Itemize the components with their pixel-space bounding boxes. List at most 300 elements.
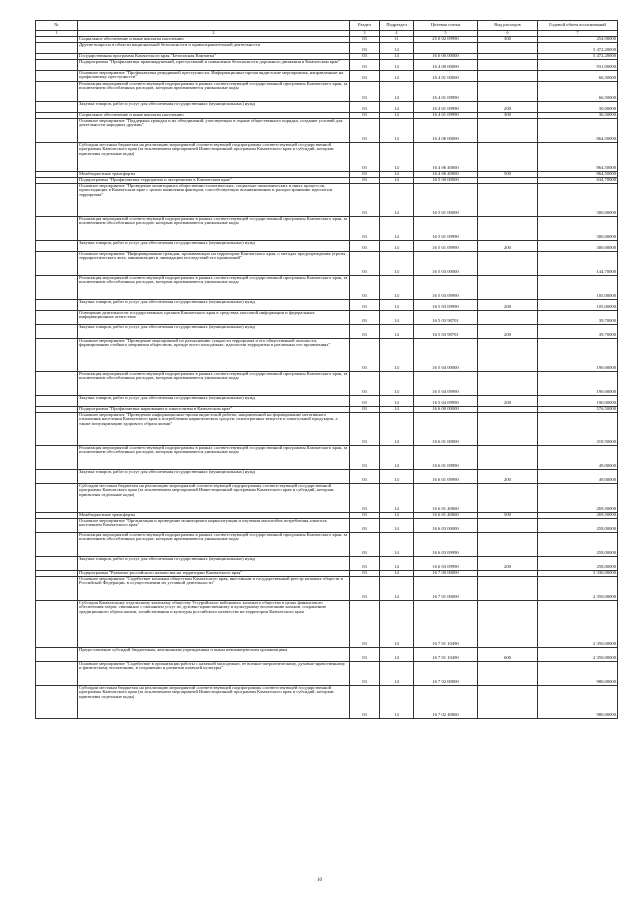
- header-target: Целевая статья: [414, 21, 478, 31]
- item-name-cell: Основное мероприятие "Проведение информационно-пропагандистской работы, направленной на формирование негативного отношения населения Камчатского края к потреблению наркотических средств, психотропных веществ и алкогольной продукции, а также популяризацию здорового образа жизни": [78, 412, 350, 445]
- section-cell: 03: [350, 324, 380, 338]
- table-row: [36, 395, 618, 406]
- section-cell: 03: [350, 532, 380, 556]
- subsection-cell: 14: [380, 395, 414, 406]
- expense-type-cell: [478, 685, 538, 718]
- item-name-cell: Основное мероприятие "Профилактика рецидивной преступности. Информационно-пропагандистские мероприятия, направленные на профилактику преступности": [78, 70, 350, 81]
- table-body: [36, 36, 618, 718]
- target-item-cell: 16 6 01 40060: [414, 483, 478, 512]
- item-name-cell: Основное мероприятие "Содействие в организации работы с казачьей молодежью, ее военно-патриотическому, духовно-нравственному и физическому воспитанию, в сохранении и развитии казачьей культуры": [78, 661, 350, 685]
- subsection-cell: 14: [380, 142, 414, 171]
- item-name-cell: Основное мероприятие "Поддержка граждан и их объединений, участвующих в охране общественного порядка, создание условий для деятельности народных дружин": [78, 118, 350, 142]
- target-item-cell: 16 5 01 00000: [414, 183, 478, 216]
- amount-cell: 66,50000: [538, 81, 618, 101]
- subsection-cell: 14: [380, 338, 414, 371]
- expense-type-cell: 200: [478, 324, 538, 338]
- subsection-cell: 14: [380, 81, 414, 101]
- row-number-cell: [36, 101, 78, 112]
- row-number-cell: [36, 576, 78, 600]
- expense-type-cell: [478, 412, 538, 445]
- section-cell: 03: [350, 42, 380, 53]
- target-item-cell: 16 5 03 09990: [414, 275, 478, 299]
- target-item-cell: 16 4 01 09990: [414, 112, 478, 118]
- row-number-cell: [36, 647, 78, 661]
- column-index: 6: [478, 31, 538, 37]
- subsection-cell: 14: [380, 570, 414, 576]
- table-row: [36, 338, 618, 371]
- section-cell: 03: [350, 310, 380, 324]
- subsection-cell: 14: [380, 324, 414, 338]
- subsection-cell: 14: [380, 42, 414, 53]
- row-number-cell: [36, 310, 78, 324]
- expense-type-cell: [478, 251, 538, 275]
- table-row: [36, 412, 618, 445]
- row-number-cell: [36, 240, 78, 251]
- amount-cell: 300,00000: [538, 183, 618, 216]
- target-item-cell: 16 4 06 40060: [414, 142, 478, 171]
- item-name-cell: Закупка товаров, работ и услуг для обеспечения государственных (муниципальных) нужд: [78, 395, 350, 406]
- table-row: [36, 469, 618, 483]
- subsection-cell: 14: [380, 171, 414, 177]
- item-name-cell: Реализация мероприятий соответствующей подпрограммы в рамках соответствующей государственной программы Камчатского края, за исключением обособленных расходов, которым присваиваются уникальные коды: [78, 371, 350, 395]
- item-name-cell: Субсидия Камчатскому отдельскому казачьему обществу Уссурийского войскового казачьего общества в целях финансового обеспечения затрат, связанных с оказанием услуг по духовно-нравственному и культурному воспитанию казаков, сохранению традиционного образа жизни, хозяйствования и культуры российского казачества на территории Камчатского края: [78, 600, 350, 647]
- amount-cell: 2 350,00000: [538, 600, 618, 647]
- amount-cell: 318,50000: [538, 412, 618, 445]
- row-number-cell: [36, 600, 78, 647]
- subsection-cell: 14: [380, 59, 414, 70]
- amount-cell: 39,70000: [538, 310, 618, 324]
- row-number-cell: [36, 251, 78, 275]
- table-row: [36, 216, 618, 240]
- table-row: [36, 42, 618, 53]
- subsection-cell: 14: [380, 177, 414, 183]
- target-item-cell: 16 4 06 40060: [414, 171, 478, 177]
- subsection-cell: 14: [380, 406, 414, 412]
- subsection-cell: 14: [380, 576, 414, 600]
- amount-cell: 66,50000: [538, 70, 618, 81]
- item-name-cell: Подпрограмма "Профилактика наркомании и алкоголизма в Камчатском крае": [78, 406, 350, 412]
- amount-cell: 980,00000: [538, 685, 618, 718]
- section-cell: 03: [350, 70, 380, 81]
- row-number-cell: [36, 70, 78, 81]
- item-name-cell: Закупка товаров, работ и услуг для обеспечения государственных (муниципальных) нужд: [78, 299, 350, 310]
- target-item-cell: 16 6 03 00000: [414, 518, 478, 532]
- subsection-cell: 14: [380, 412, 414, 445]
- section-cell: 03: [350, 299, 380, 310]
- amount-cell: 300,00000: [538, 216, 618, 240]
- expense-type-cell: [478, 661, 538, 685]
- expense-type-cell: 500: [478, 171, 538, 177]
- expense-type-cell: 200: [478, 469, 538, 483]
- expense-type-cell: [478, 183, 538, 216]
- item-name-cell: Подпрограмма "Профилактика правонарушений, преступлений и повышение безопасности дорожного движения в Камчатском крае": [78, 59, 350, 70]
- target-item-cell: 16 6 03 09990: [414, 532, 478, 556]
- item-name-cell: Основное мероприятие "Организация и проведение мониторинга наркоситуации и изучения масштабов потребления алкоголя населением Камчатского края": [78, 518, 350, 532]
- section-cell: 03: [350, 556, 380, 570]
- row-number-cell: [36, 275, 78, 299]
- subsection-cell: 14: [380, 299, 414, 310]
- section-cell: 03: [350, 216, 380, 240]
- subsection-cell: 14: [380, 118, 414, 142]
- row-number-cell: [36, 395, 78, 406]
- budget-table: [35, 20, 618, 719]
- amount-cell: 300,00000: [538, 240, 618, 251]
- target-item-cell: 16 5 03 00000: [414, 251, 478, 275]
- target-item-cell: 16 6 01 09990: [414, 445, 478, 469]
- item-name-cell: Основное мероприятие "Проведение мониторинга общественно-политических, социально-экономических и иных процессов, происходящих в Камчатском крае с целью выявления факторов, способствующих возникновению и распространению идеологии терроризма": [78, 183, 350, 216]
- expense-type-cell: 500: [478, 512, 538, 518]
- row-number-cell: [36, 445, 78, 469]
- expense-type-cell: [478, 310, 538, 324]
- amount-cell: 269,50000: [538, 512, 618, 518]
- row-number-cell: [36, 412, 78, 445]
- subsection-cell: 14: [380, 112, 414, 118]
- row-number-cell: [36, 469, 78, 483]
- target-item-cell: 16 5 03 98701: [414, 310, 478, 324]
- expense-type-cell: 300: [478, 36, 538, 42]
- section-cell: 03: [350, 518, 380, 532]
- expense-type-cell: [478, 518, 538, 532]
- row-number-cell: [36, 483, 78, 512]
- subsection-cell: 14: [380, 685, 414, 718]
- column-index: 2: [78, 31, 350, 37]
- item-name-cell: Основное мероприятие "Проведение мероприятий по разъяснению сущности терроризма и его общественной опасности, формированию стойкого неприятия обществом, прежде всего молодежью, идеологии терроризма в различных его проявлениях": [78, 338, 350, 371]
- section-cell: 03: [350, 406, 380, 412]
- section-cell: 03: [350, 36, 380, 42]
- table-row: [36, 445, 618, 469]
- section-cell: 03: [350, 685, 380, 718]
- row-number-cell: [36, 556, 78, 570]
- item-name-cell: Государственная программа Камчатского края "Безопасная Камчатка": [78, 53, 350, 59]
- expense-type-cell: [478, 216, 538, 240]
- expense-type-cell: [478, 275, 538, 299]
- amount-cell: 258,00000: [538, 518, 618, 532]
- subsection-cell: 14: [380, 240, 414, 251]
- expense-type-cell: 300: [478, 112, 538, 118]
- table-row: [36, 299, 618, 310]
- target-item-cell: 16 6 01 00000: [414, 412, 478, 445]
- table-row: [36, 118, 618, 142]
- section-cell: 03: [350, 118, 380, 142]
- section-cell: 03: [350, 395, 380, 406]
- header-name: [78, 21, 350, 31]
- item-name-cell: Реализация мероприятий соответствующей подпрограммы в рамках соответствующей государственной программы Камчатского края, за исключением обособленных расходов, которым присваиваются уникальные коды: [78, 216, 350, 240]
- subsection-cell: 14: [380, 647, 414, 661]
- row-number-cell: [36, 518, 78, 532]
- subsection-cell: 14: [380, 275, 414, 299]
- amount-cell: 254,90000: [538, 36, 618, 42]
- amount-cell: 5 472,20000: [538, 42, 618, 53]
- item-name-cell: Социальное обеспечение и иные выплаты населению: [78, 112, 350, 118]
- row-number-cell: [36, 299, 78, 310]
- target-item-cell: 16 5 04 00000: [414, 338, 478, 371]
- target-item-cell: 16 7 01 10490: [414, 647, 478, 661]
- subsection-cell: 14: [380, 216, 414, 240]
- row-number-cell: [36, 142, 78, 171]
- target-item-cell: 16 0 00 00000: [414, 53, 478, 59]
- subsection-cell: 14: [380, 556, 414, 570]
- target-item-cell: 16 5 04 09990: [414, 371, 478, 395]
- target-item-cell: 16 7 01 00000: [414, 576, 478, 600]
- header-subsection: Подраздел: [380, 21, 414, 31]
- row-number-cell: [36, 661, 78, 685]
- item-name-cell: Другие вопросы в области национальной безопасности и правоохранительной деятельности: [78, 42, 350, 53]
- subsection-cell: 14: [380, 518, 414, 532]
- amount-cell: 2 350,00000: [538, 647, 618, 661]
- table-row: [36, 371, 618, 395]
- section-cell: 03: [350, 512, 380, 518]
- table-row: [36, 647, 618, 661]
- column-index: 4: [380, 31, 414, 37]
- column-index: 5: [414, 31, 478, 37]
- target-item-cell: 16 6 03 09990: [414, 556, 478, 570]
- subsection-cell: 14: [380, 310, 414, 324]
- amount-cell: 39,70000: [538, 324, 618, 338]
- item-name-cell: Межбюджетные трансферты: [78, 171, 350, 177]
- section-cell: 03: [350, 647, 380, 661]
- item-name-cell: Освещение деятельности государственных органов Камчатского края в средствах массовой информации и федеральных информационных агентствах: [78, 310, 350, 324]
- amount-cell: 864,50000: [538, 118, 618, 142]
- column-index: 1: [36, 31, 78, 37]
- amount-cell: 980,00000: [538, 661, 618, 685]
- item-name-cell: Реализация мероприятий соответствующей подпрограммы в рамках соответствующей государственной программы Камчатского края, за исключением обособленных расходов, которым присваиваются уникальные коды: [78, 532, 350, 556]
- amount-cell: 190,00000: [538, 338, 618, 371]
- amount-cell: 190,00000: [538, 395, 618, 406]
- table-row: [36, 661, 618, 685]
- subsection-cell: 14: [380, 600, 414, 647]
- expense-type-cell: [478, 371, 538, 395]
- subsection-cell: 14: [380, 101, 414, 112]
- expense-type-cell: [478, 576, 538, 600]
- amount-cell: 864,50000: [538, 142, 618, 171]
- expense-type-cell: [478, 142, 538, 171]
- target-item-cell: 16 4 06 00000: [414, 118, 478, 142]
- row-number-cell: [36, 183, 78, 216]
- amount-cell: 49,00000: [538, 469, 618, 483]
- expense-type-cell: [478, 445, 538, 469]
- section-cell: 03: [350, 661, 380, 685]
- expense-type-cell: 200: [478, 240, 538, 251]
- target-item-cell: 25 0 02 09990: [414, 36, 478, 42]
- row-number-cell: [36, 81, 78, 101]
- table-row: [36, 556, 618, 570]
- target-item-cell: 16 5 03 98701: [414, 324, 478, 338]
- expense-type-cell: [478, 338, 538, 371]
- table-row: [36, 142, 618, 171]
- amount-cell: 144,70000: [538, 251, 618, 275]
- expense-type-cell: 200: [478, 395, 538, 406]
- amount-cell: 105,00000: [538, 299, 618, 310]
- amount-cell: 36,50000: [538, 112, 618, 118]
- section-cell: 03: [350, 576, 380, 600]
- table-row: [36, 81, 618, 101]
- section-cell: 03: [350, 101, 380, 112]
- page-number: 10: [317, 878, 322, 883]
- amount-cell: 931,00000: [538, 59, 618, 70]
- table-row: [36, 483, 618, 512]
- section-cell: 03: [350, 177, 380, 183]
- section-cell: 03: [350, 412, 380, 445]
- section-cell: 03: [350, 469, 380, 483]
- item-name-cell: Закупка товаров, работ и услуг для обеспечения государственных (муниципальных) нужд: [78, 240, 350, 251]
- subsection-cell: 14: [380, 70, 414, 81]
- amount-cell: 2 350,00000: [538, 576, 618, 600]
- table-row: [36, 101, 618, 112]
- subsection-cell: 14: [380, 512, 414, 518]
- target-item-cell: 16 6 01 40060: [414, 512, 478, 518]
- amount-cell: 864,50000: [538, 171, 618, 177]
- amount-cell: 634,70000: [538, 177, 618, 183]
- target-item-cell: 16 7 00 00000: [414, 570, 478, 576]
- row-number-cell: [36, 216, 78, 240]
- item-name-cell: Субсидии местным бюджетам на реализацию мероприятий соответствующей подпрограммы соответствующей государственной программы Камчатского края (за исключением мероприятий Инвестиционной программы Камчатского края и субсидий, которым присвоены отдельные коды): [78, 483, 350, 512]
- subsection-cell: 11: [380, 36, 414, 42]
- table-row: [36, 251, 618, 275]
- section-cell: 03: [350, 81, 380, 101]
- expense-type-cell: [478, 532, 538, 556]
- table-row: [36, 324, 618, 338]
- expense-type-cell: [478, 42, 538, 53]
- target-item-cell: [414, 42, 478, 53]
- item-name-cell: Основное мероприятие "Содействие казачьим обществам Камчатского края, внесенным в государственный реестр казачьих обществ в Российской Федерации, в осуществлении их уставной деятельности": [78, 576, 350, 600]
- subsection-cell: 14: [380, 53, 414, 59]
- section-cell: 03: [350, 600, 380, 647]
- table-row: [36, 70, 618, 81]
- table-row: [36, 310, 618, 324]
- item-name-cell: Межбюджетные трансферты: [78, 512, 350, 518]
- section-cell: 03: [350, 53, 380, 59]
- amount-cell: 105,00000: [538, 275, 618, 299]
- subsection-cell: 14: [380, 183, 414, 216]
- table-row: [36, 275, 618, 299]
- table-row: [36, 240, 618, 251]
- expense-type-cell: [478, 81, 538, 101]
- row-number-cell: [36, 371, 78, 395]
- row-number-cell: [36, 118, 78, 142]
- subsection-cell: 14: [380, 445, 414, 469]
- expense-type-cell: 200: [478, 299, 538, 310]
- amount-cell: 269,50000: [538, 483, 618, 512]
- section-cell: 03: [350, 171, 380, 177]
- expense-type-cell: 200: [478, 101, 538, 112]
- target-item-cell: 16 6 00 00000: [414, 406, 478, 412]
- target-item-cell: 16 4 00 00000: [414, 59, 478, 70]
- expense-type-cell: [478, 600, 538, 647]
- expense-type-cell: 600: [478, 647, 538, 661]
- item-name-cell: Закупка товаров, работ и услуг для обеспечения государственных (муниципальных) нужд: [78, 324, 350, 338]
- section-cell: 03: [350, 275, 380, 299]
- table-row: [36, 600, 618, 647]
- row-number-cell: [36, 532, 78, 556]
- table-row: [36, 183, 618, 216]
- section-cell: 03: [350, 112, 380, 118]
- header-section: Раздел: [350, 21, 380, 31]
- subsection-cell: 14: [380, 661, 414, 685]
- item-name-cell: Подпрограмма "Развитие российского казачества на территории Камчатского края": [78, 570, 350, 576]
- section-cell: 03: [350, 570, 380, 576]
- table-row: [36, 518, 618, 532]
- amount-cell: 190,00000: [538, 371, 618, 395]
- row-number-cell: [36, 42, 78, 53]
- section-cell: 03: [350, 240, 380, 251]
- section-cell: 03: [350, 445, 380, 469]
- target-item-cell: 16 5 01 09990: [414, 240, 478, 251]
- target-item-cell: 16 4 01 09990: [414, 101, 478, 112]
- section-cell: 03: [350, 183, 380, 216]
- amount-cell: 3 330,00000: [538, 570, 618, 576]
- table-row: [36, 576, 618, 600]
- amount-cell: 576,50000: [538, 406, 618, 412]
- amount-cell: 5 472,20000: [538, 53, 618, 59]
- target-item-cell: 16 5 01 09990: [414, 216, 478, 240]
- subsection-cell: 14: [380, 251, 414, 275]
- header-expense-type: Вид расходов: [478, 21, 538, 31]
- section-cell: 03: [350, 251, 380, 275]
- item-name-cell: Закупка товаров, работ и услуг для обеспечения государственных (муниципальных) нужд: [78, 469, 350, 483]
- amount-cell: 258,00000: [538, 532, 618, 556]
- column-index: 3: [350, 31, 380, 37]
- target-item-cell: 16 7 01 10490: [414, 600, 478, 647]
- item-name-cell: Закупка товаров, работ и услуг для обеспечения государственных (муниципальных) нужд: [78, 101, 350, 112]
- row-number-cell: [36, 59, 78, 70]
- section-cell: 03: [350, 483, 380, 512]
- table-row: [36, 685, 618, 718]
- section-cell: 03: [350, 59, 380, 70]
- row-number-cell: [36, 338, 78, 371]
- target-item-cell: 16 5 03 09990: [414, 299, 478, 310]
- row-number-cell: [36, 685, 78, 718]
- expense-type-cell: [478, 118, 538, 142]
- table-row: [36, 59, 618, 70]
- amount-cell: 258,00000: [538, 556, 618, 570]
- amount-cell: 30,00000: [538, 101, 618, 112]
- target-item-cell: 16 6 01 09990: [414, 469, 478, 483]
- target-item-cell: 16 4 01 00000: [414, 70, 478, 81]
- target-item-cell: 16 7 02 40060: [414, 685, 478, 718]
- item-name-cell: Субсидии местным бюджетам на реализацию мероприятий соответствующей подпрограммы соответствующей государственной программы Камчатского края (за исключением мероприятий Инвестиционной программы Камчатского края и субсидий, которым присвоены отдельные коды): [78, 142, 350, 171]
- budget-table-page: [35, 20, 617, 719]
- column-index: 7: [538, 31, 618, 37]
- item-name-cell: Социальное обеспечение и иные выплаты населению: [78, 36, 350, 42]
- target-item-cell: 16 5 00 00000: [414, 177, 478, 183]
- subsection-cell: 14: [380, 371, 414, 395]
- item-name-cell: Реализация мероприятий соответствующей подпрограммы в рамках соответствующей государственной программы Камчатского края, за исключением обособленных расходов, которым присваиваются уникальные коды: [78, 445, 350, 469]
- expense-type-cell: [478, 483, 538, 512]
- item-name-cell: Предоставление субсидий бюджетным, автономным учреждениям и иным некоммерческим организациям: [78, 647, 350, 661]
- header-amount: Годовой объем ассигнований: [538, 21, 618, 31]
- target-item-cell: 16 7 02 00000: [414, 661, 478, 685]
- subsection-cell: 14: [380, 532, 414, 556]
- row-number-cell: [36, 324, 78, 338]
- item-name-cell: Субсидии местным бюджетам на реализацию мероприятий соответствующей подпрограммы соответствующей государственной программы Камчатского края (за исключением мероприятий Инвестиционной программы Камчатского края и субсидий, которым присвоены отдельные коды): [78, 685, 350, 718]
- item-name-cell: Реализация мероприятий соответствующей подпрограммы в рамках соответствующей государственной программы Камчатского края, за исключением обособленных расходов, которым присваиваются уникальные коды: [78, 275, 350, 299]
- section-cell: 03: [350, 142, 380, 171]
- expense-type-cell: [478, 59, 538, 70]
- table-header-row: [36, 21, 618, 31]
- item-name-cell: Реализация мероприятий соответствующей подпрограммы в рамках соответствующей государственной программы Камчатского края, за исключением обособленных расходов, которым присваиваются уникальные коды: [78, 81, 350, 101]
- target-item-cell: 16 4 01 09990: [414, 81, 478, 101]
- item-name-cell: Подпрограмма "Профилактика терроризма и экстремизма в Камчатском крае": [78, 177, 350, 183]
- header-number: №: [36, 21, 78, 31]
- expense-type-cell: 200: [478, 556, 538, 570]
- subsection-cell: 14: [380, 469, 414, 483]
- section-cell: 03: [350, 371, 380, 395]
- item-name-cell: Закупка товаров, работ и услуг для обеспечения государственных (муниципальных) нужд: [78, 556, 350, 570]
- table-row: [36, 532, 618, 556]
- expense-type-cell: [478, 70, 538, 81]
- subsection-cell: 14: [380, 483, 414, 512]
- target-item-cell: 16 5 04 09990: [414, 395, 478, 406]
